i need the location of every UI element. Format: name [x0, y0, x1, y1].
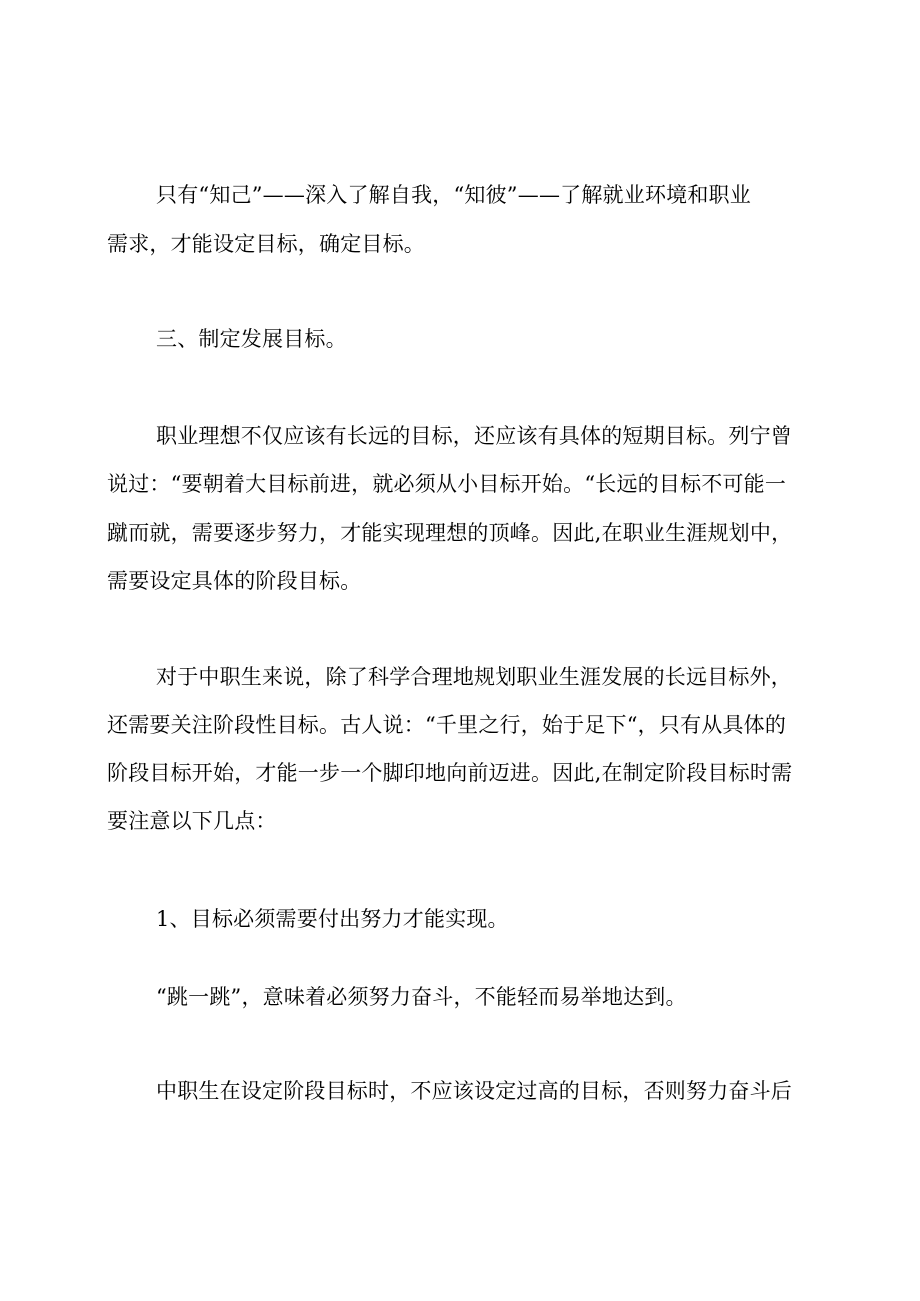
paragraph-1-line-2: 需求，才能设定目标，确定目标。	[107, 232, 425, 256]
paragraph-2-line-1: 职业理想不仅应该有长远的目标，还应该有具体的短期目标。列宁曾	[156, 424, 792, 448]
paragraph-3-line-4: 要注意以下几点：	[107, 809, 277, 833]
section-3-heading: 三、制定发展目标。	[156, 327, 347, 351]
list-item-1: 1、目标必须需要付出努力才能实现。	[156, 907, 509, 931]
paragraph-2-line-4: 需要设定具体的阶段目标。	[107, 569, 362, 593]
jump-paragraph: “跳一跳”，意味着必须努力奋斗，不能轻而易举地达到。	[156, 985, 687, 1009]
paragraph-1-line-1: 只有“知己”——深入了解自我，“知彼”——了解就业环境和职业	[156, 183, 751, 207]
paragraph-3-line-2: 还需要关注阶段性目标。古人说：“千里之行，始于足下“，只有从具体的	[107, 713, 787, 737]
paragraph-3-line-1: 对于中职生来说，除了科学合理地规划职业生涯发展的长远目标外，	[156, 665, 792, 689]
paragraph-2-line-3: 蹴而就，需要逐步努力，才能实现理想的顶峰。因此,在职业生涯规划中，	[107, 521, 793, 545]
paragraph-3-line-3: 阶段目标开始，才能一步一个脚印地向前迈进。因此,在制定阶段目标时需	[107, 761, 793, 785]
paragraph-4-line-1: 中职生在设定阶段目标时，不应该设定过高的目标，否则努力奋斗后	[156, 1079, 792, 1103]
paragraph-2-line-2: 说过：“要朝着大目标前进，就必须从小目标开始。“长远的目标不可能一	[107, 472, 787, 496]
